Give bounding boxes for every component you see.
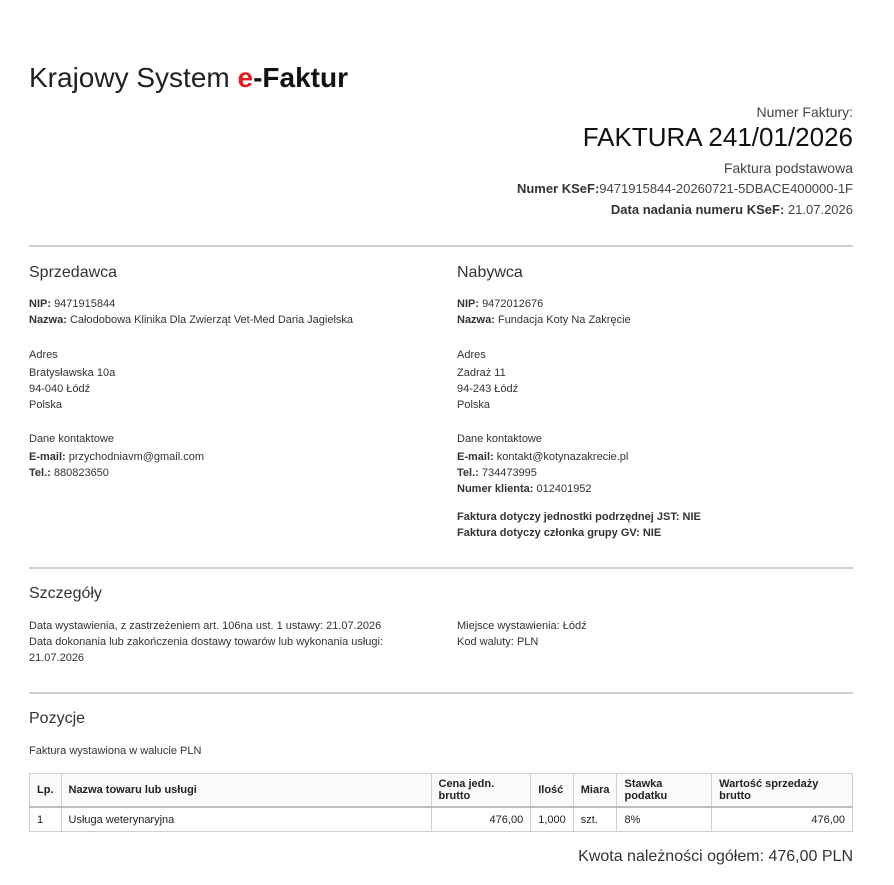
brand-text-bold: -Faktur [253, 62, 348, 93]
details-place [457, 618, 587, 650]
column-header: Ilość [531, 774, 574, 808]
table-cell: 476,00 [431, 807, 531, 832]
divider [29, 245, 853, 247]
buyer-client-number: Numer klienta: 012401952 [457, 483, 592, 495]
items-title: Pozycje [29, 710, 86, 727]
table-cell: Usługa weterynaryjna [61, 807, 431, 832]
buyer-address-line: Zadraż 11 [457, 367, 506, 379]
details-dates [29, 618, 429, 666]
column-header: Nazwa towaru lub usługi [61, 774, 431, 808]
seller-name: Nazwa: Całodobowa Klinika Dla Zwierząt Vet-Med Daria Jagielska [29, 314, 354, 326]
table-cell: 476,00 [712, 807, 853, 832]
currency-code: Kod waluty: PLN [457, 636, 539, 648]
total-label: Kwota należności ogółem: [578, 848, 765, 865]
buyer-address-line: Polska [457, 399, 491, 411]
brand-accent: e [237, 62, 254, 93]
buyer-title: Nabywca [457, 264, 523, 281]
buyer-tel: Tel.: 734473995 [457, 467, 537, 479]
column-header: Stawka podatku [617, 774, 712, 808]
buyer-address-title: Adres [457, 349, 486, 361]
ksef-number-value: 9471915844-20260721-5DBACE400000-1F [599, 181, 853, 196]
seller-email: E-mail: przychodniavm@gmail.com [29, 451, 205, 463]
seller-contact-title: Dane kontaktowe [29, 433, 114, 445]
delivery-date-label: Data dokonania lub zakończenia dostawy towarów lub wykonania usługi: [29, 636, 384, 648]
divider [29, 692, 853, 694]
buyer-address-line: 94-243 Łódź [457, 383, 519, 395]
seller-identity [29, 296, 439, 328]
invoice-number: FAKTURA 241/01/2026 [582, 122, 853, 152]
buyer-email: E-mail: kontakt@kotynazakrecie.pl [457, 451, 629, 463]
ksef-date [611, 202, 853, 217]
details-title: Szczegóły [29, 585, 102, 602]
column-header: Wartość sprzedaży brutto [712, 774, 853, 808]
issue-place: Miejsce wystawienia: Łódź [457, 620, 587, 632]
buyer-nip: NIP: 9472012676 [457, 298, 544, 310]
seller-tel: Tel.: 880823650 [29, 467, 109, 479]
seller-address-title: Adres [29, 349, 58, 361]
buyer-name: Nazwa: Fundacja Koty Na Zakręcie [457, 314, 631, 326]
column-header: Miara [573, 774, 617, 808]
table-cell: 1 [30, 807, 62, 832]
invoice-number-label: Numer Faktury: [756, 104, 853, 120]
buyer-jst-flag: Faktura dotyczy jednostki podrzędnej JST: NIE [457, 511, 701, 523]
total-amount [578, 848, 853, 866]
column-header: Cena jedn. brutto [431, 774, 531, 808]
table-cell: szt. [573, 807, 617, 832]
app-title [29, 62, 348, 94]
seller-address-line: Bratysławska 10a [29, 367, 116, 379]
delivery-date-value: 21.07.2026 [29, 652, 85, 664]
seller-contact [29, 431, 204, 481]
seller-address-line: Polska [29, 399, 63, 411]
brand-text: Krajowy System [29, 62, 238, 93]
ksef-number [517, 181, 853, 196]
column-header: Lp. [30, 774, 62, 808]
buyer-gv-flag: Faktura dotyczy członka grupy GV: NIE [457, 527, 662, 539]
table-header-row [30, 774, 853, 808]
buyer-identity [457, 296, 631, 328]
table-cell: 8% [617, 807, 712, 832]
buyer-contact-title: Dane kontaktowe [457, 433, 542, 445]
issue-date: Data wystawienia, z zastrzeżeniem art. 106na ust. 1 ustawy: 21.07.2026 [29, 620, 382, 632]
seller-address [29, 347, 115, 413]
seller-address-line: 94-040 Łódź [29, 383, 91, 395]
invoice-type: Faktura podstawowa [723, 160, 853, 176]
seller-title: Sprzedawca [29, 264, 118, 281]
buyer-flags [457, 509, 701, 541]
total-value: 476,00 PLN [768, 848, 853, 865]
buyer-address [457, 347, 518, 413]
table-row [30, 807, 853, 832]
currency-note: Faktura wystawiona w walucie PLN [29, 745, 202, 757]
table-cell: 1,000 [531, 807, 574, 832]
divider [29, 567, 853, 569]
ksef-date-value: 21.07.2026 [787, 202, 853, 217]
buyer-contact [457, 431, 628, 497]
ksef-number-label: Numer KSeF: [516, 181, 600, 196]
items-table [29, 773, 853, 832]
ksef-date-label: Data nadania numeru KSeF: [610, 202, 785, 217]
seller-nip: NIP: 9471915844 [29, 298, 116, 310]
